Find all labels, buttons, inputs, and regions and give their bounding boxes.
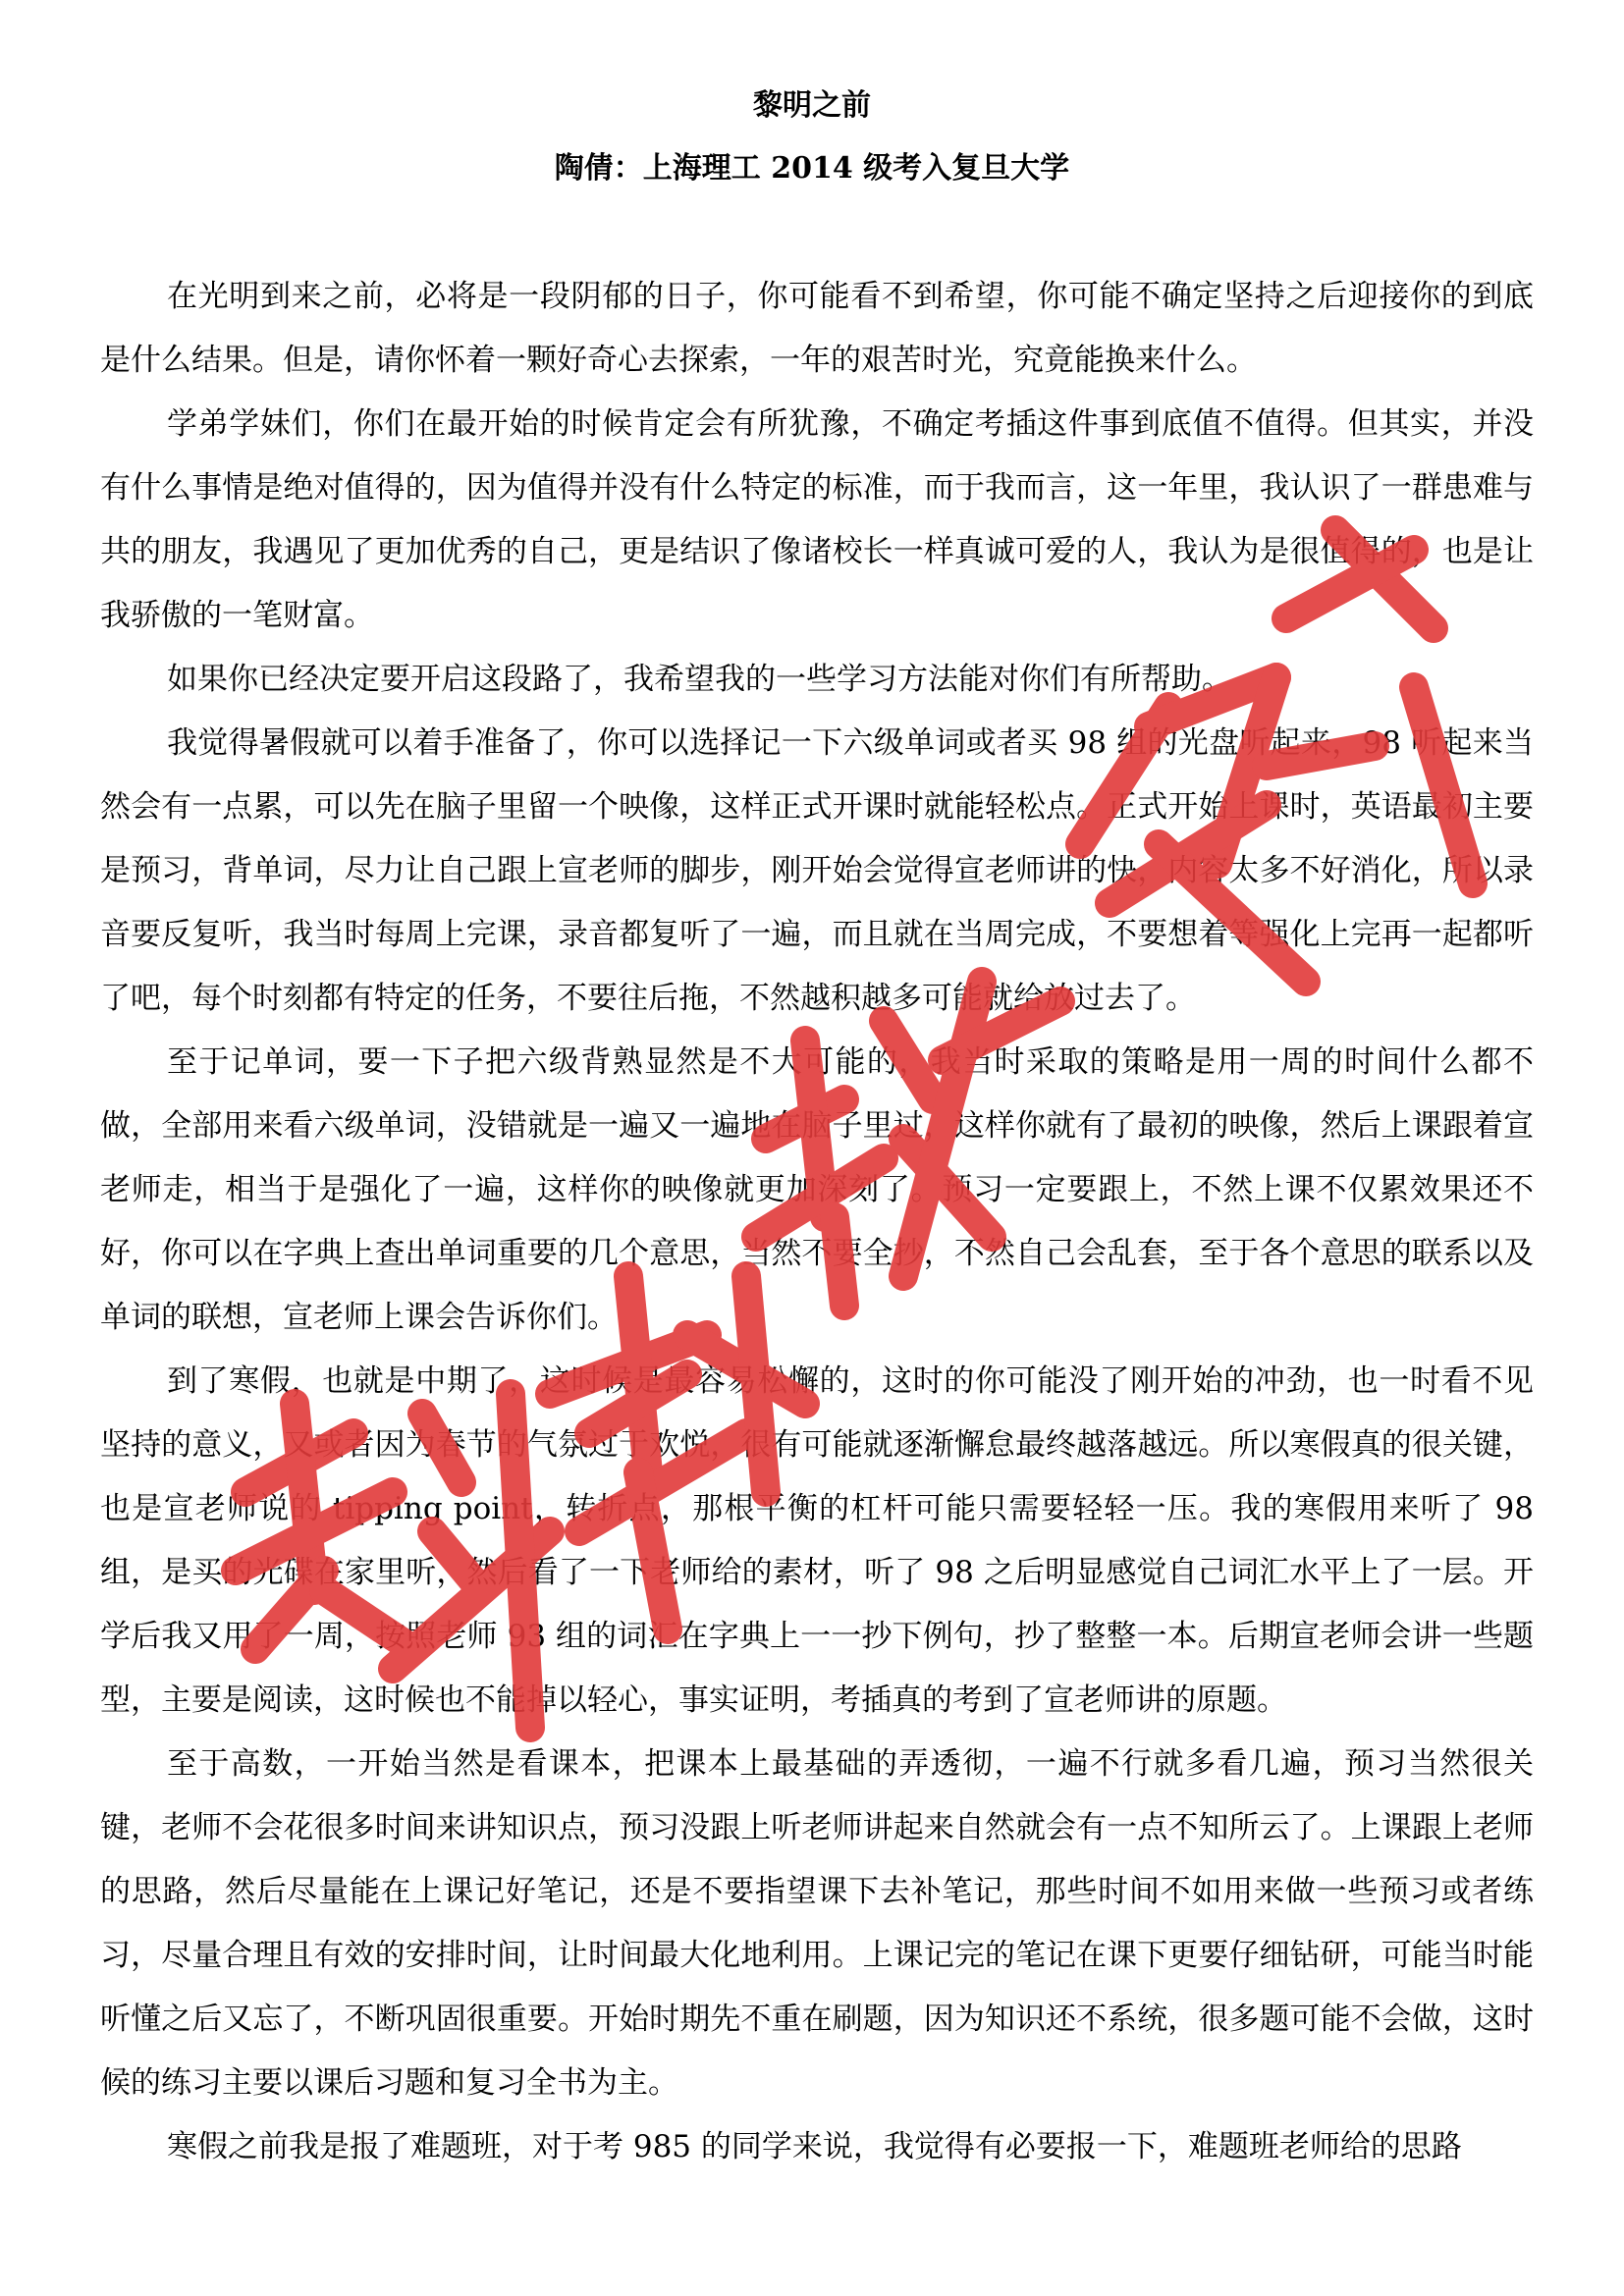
paragraph: 至于高数，一开始当然是看课本，把课本上最基础的弄透彻，一遍不行就多看几遍，预习当然很关键，老师不会花很多时间来讲知识点，预习没跟上听老师讲起来自然就会有一点不知所云了。上课跟上老师的思路，然后尽量能在上课记好笔记，还是不要指望课下去补笔记，那些时间不如用来做一些预习或者练习，尽量合理且有效的安排时间，让时间最大化地利用。上课记完的笔记在课下更要仔细钻研，可能当时能听懂之后又忘了，不断巩固很重要。开始时期先不重在刷题，因为知识还不系统，很多题可能不会做，这时候的练习主要以课后习题和复习全书为主。 bbox=[100, 1746, 1534, 2101]
paragraph: 至于记单词，要一下子把六级背熟显然是不大可能的，我当时采取的策略是用一周的时间什么都不做，全部用来看六级单词，没错就是一遍又一遍地在脑子里过，这样你就有了最初的映像，然后上课跟着宣老师走，相当于是强化了一遍，这样你的映像就更加深刻了。预习一定要跟上，不然上课不仅累效果还不好，你可以在字典上查出单词重要的几个意思，当然不要全抄，不然自己会乱套，至于各个意思的联系以及单词的联想，宣老师上课会告诉你们。 bbox=[100, 1044, 1534, 1335]
paragraph: 到了寒假，也就是中期了，这时候是最容易松懈的，这时的你可能没了刚开始的冲劲，也一时看不见坚持的意义，又或者因为春节的气氛过于欢悦，很有可能就逐渐懈怠最终越落越远。所以寒假真的很关键，也是宣老师说的 tipping point，转折点，那根平衡的杠杆可能只需要轻轻一压。我的寒假用来听了 98 组，是买的光碟在家里听，然后看了一下老师给的素材，听了 98 之后明显感觉自己词汇水平上了一层。开学后我又用了一周，按照老师 93 组的词汇在字典上一一抄下例句，抄了整整一本。后期宣老师会讲一些题型，主要是阅读，这时候也不能掉以轻心，事实证明，考插真的考到了宣老师讲的原题。 bbox=[100, 1363, 1534, 1718]
document-body bbox=[100, 265, 1534, 2179]
paragraph: 寒假之前我是报了难题班，对于考 985 的同学来说，我觉得有必要报一下，难题班老师给的思路 bbox=[167, 2129, 1462, 2164]
paragraph: 学弟学妹们，你们在最开始的时候肯定会有所犹豫，不确定考插这件事到底值不值得。但其实，并没有什么事情是绝对值得的，因为值得并没有什么特定的标准，而于我而言，这一年里，我认识了一群患难与共的朋友，我遇见了更加优秀的自己，更是结识了像诸校长一样真诚可爱的人，我认为是很值得的，也是让我骄傲的一笔财富。 bbox=[100, 406, 1534, 633]
paragraph: 在光明到来之前，必将是一段阴郁的日子，你可能看不到希望，你可能不确定坚持之后迎接你的到底是什么结果。但是，请你怀着一颗好奇心去探索，一年的艰苦时光，究竟能换来什么。 bbox=[100, 279, 1534, 378]
paragraph: 我觉得暑假就可以着手准备了，你可以选择记一下六级单词或者买 98 组的光盘听起来，98 听起来当然会有一点累，可以先在脑子里留一个映像，这样正式开课时就能轻松点。正式开始上课时，英语最初主要是预习，背单词，尽力让自己跟上宣老师的脚步，刚开始会觉得宣老师讲的快，内容太多不好消化，所以录音要反复听，我当时每周上完课，录音都复听了一遍，而且就在当周完成，不要想着等强化上完再一起都听了吧，每个时刻都有特定的任务，不要往后拖，不然越积越多可能就给放过去了。 bbox=[100, 725, 1534, 1016]
document-title: 黎明之前 bbox=[753, 88, 871, 123]
document-subtitle: 陶倩：上海理工 2014 级考入复旦大学 bbox=[554, 151, 1070, 186]
paragraph: 如果你已经决定要开启这段路了，我希望我的一些学习方法能对你们有所帮助。 bbox=[167, 662, 1232, 697]
